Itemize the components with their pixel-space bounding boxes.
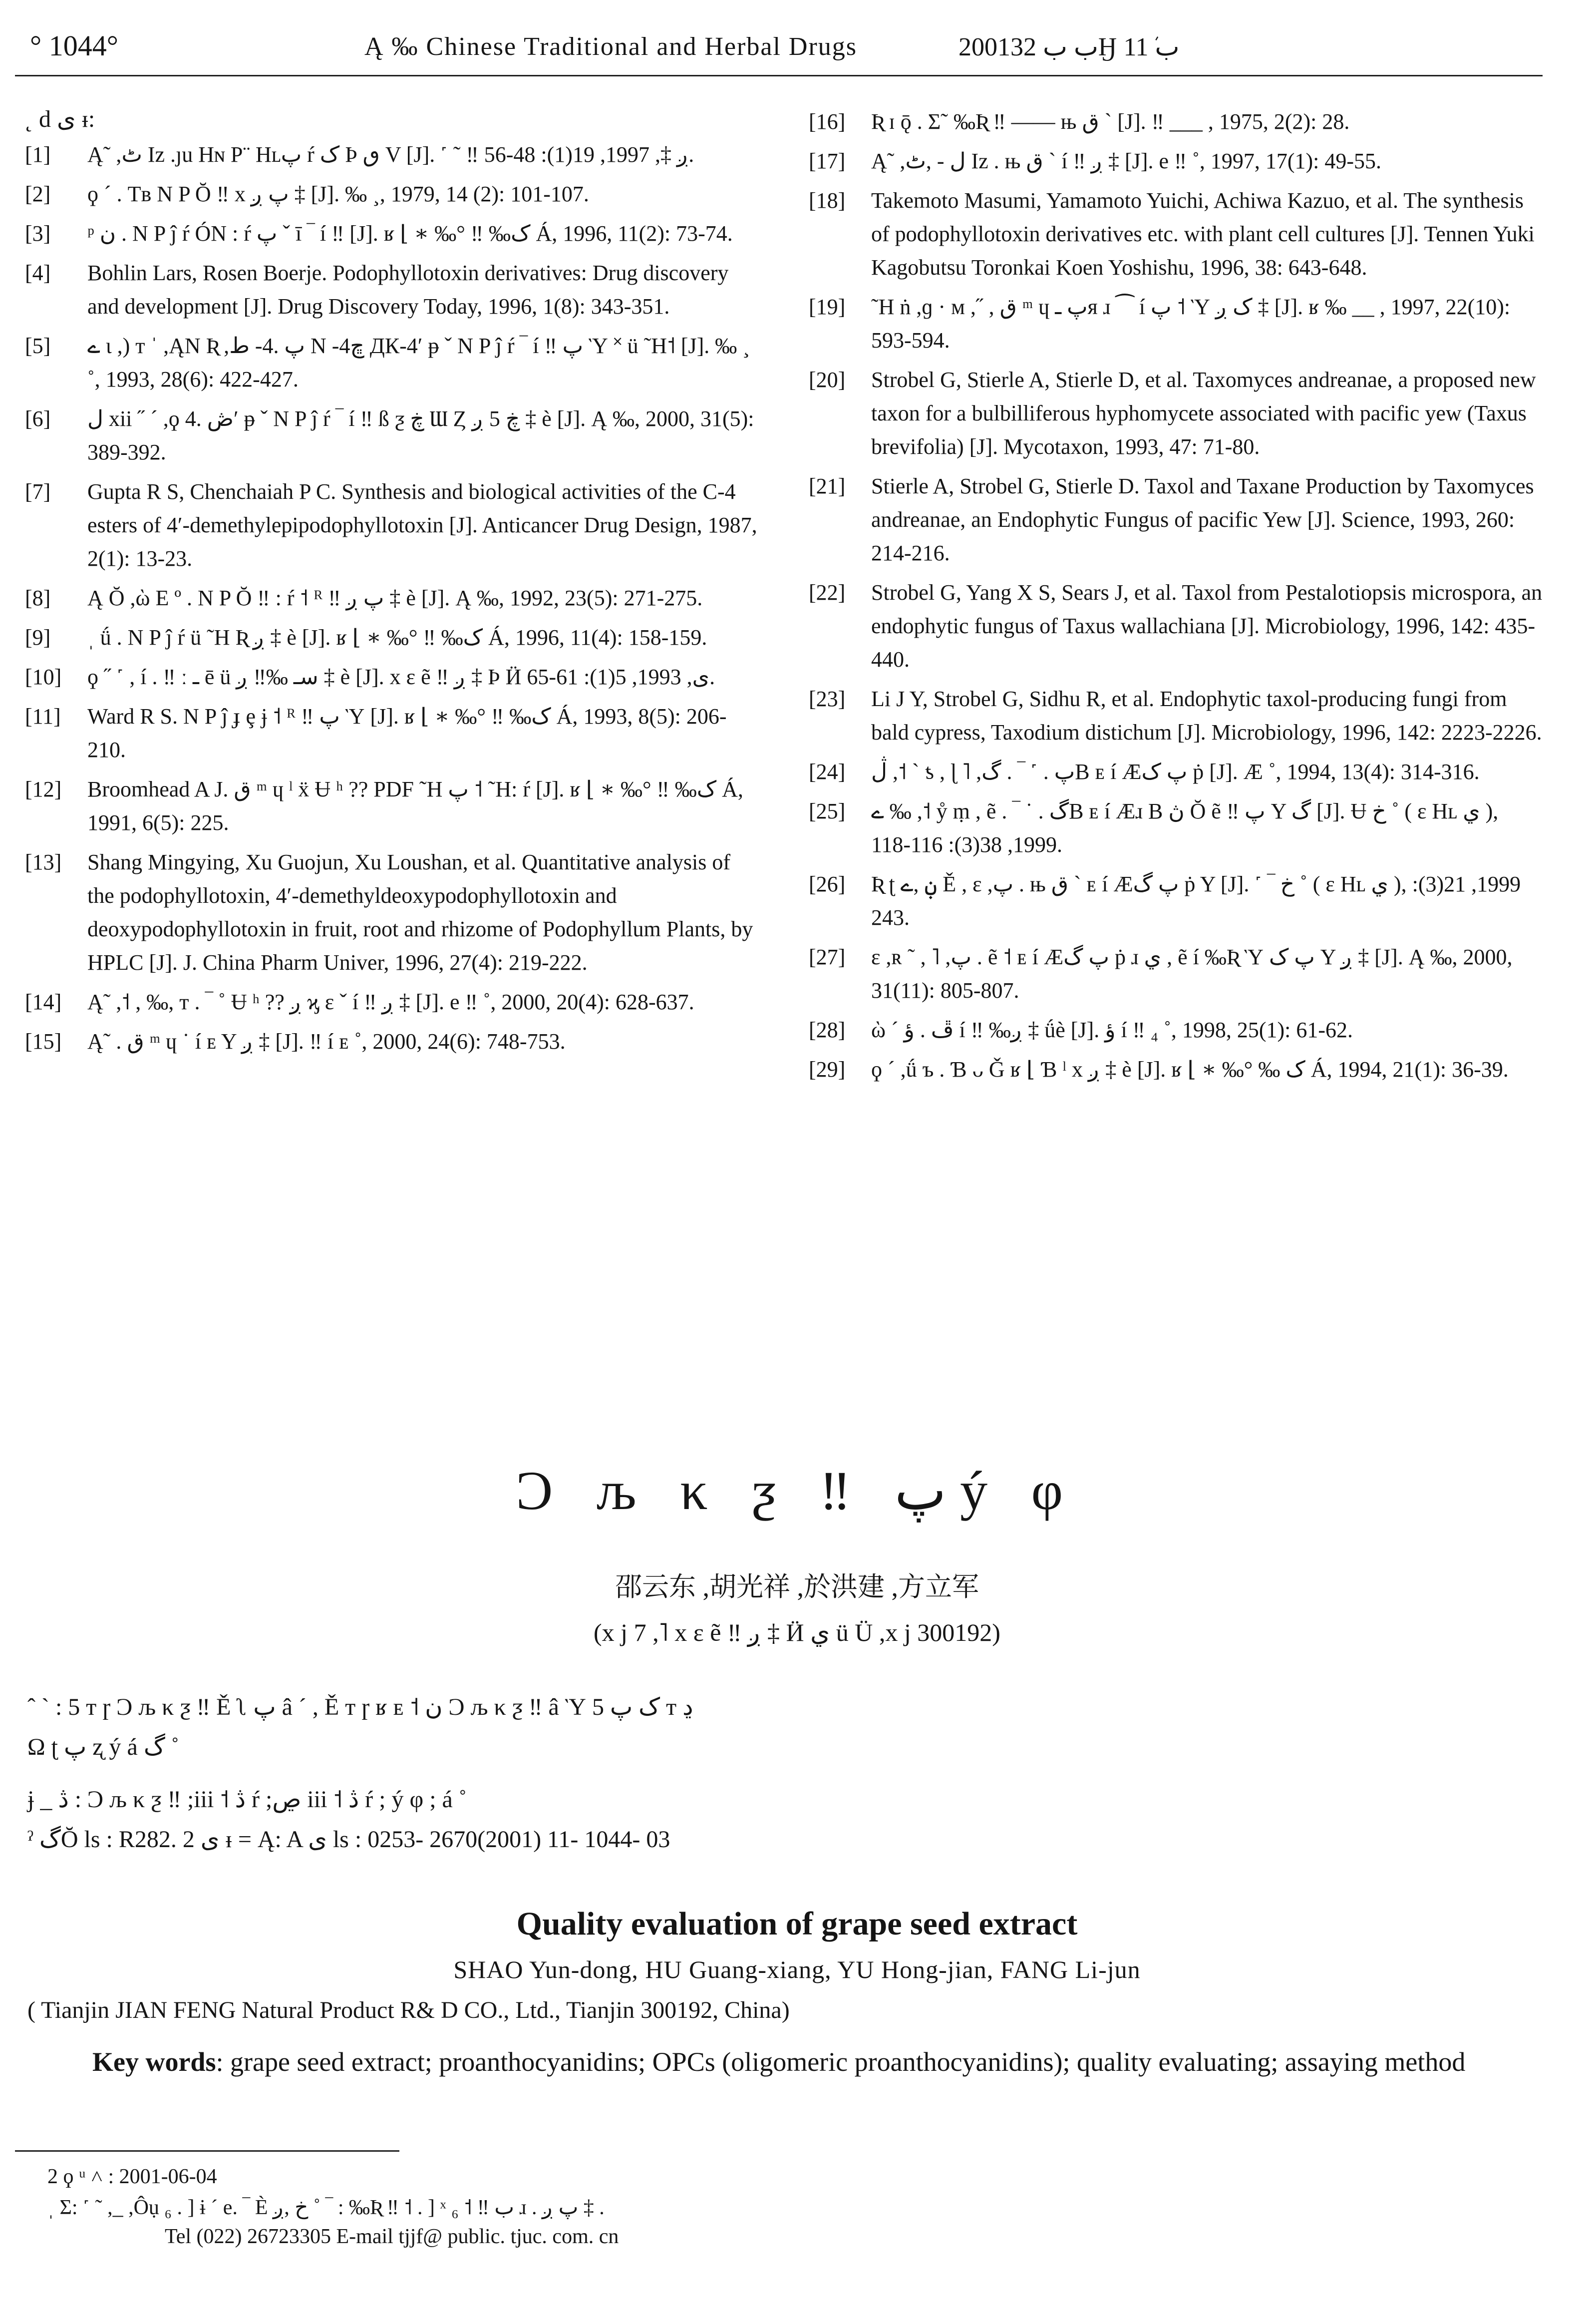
reference-item xyxy=(25,581,759,615)
keywords-label: Key words xyxy=(92,2047,216,2077)
reference-text: ϙ ´ ,ǘ ъ . Ɓ ᴗ Ǧ ʁ ⌊ Ɓ ˡ x ږ ‡ è [J]. ʁ ⌊ ∗ ‰° ‰ ک Á, 1994, 21(1): 36-39. xyxy=(871,1057,1509,1082)
chinese-keywords: ɉ _ ڎ : Ͻ љ κ ƺ ‼ ;iii ˦ ڎ ŕ ;ڝ iii ˦ ڎ ŕ ; ý φ ; á ˚ xyxy=(27,1786,467,1813)
reference-text: Ward R S. N P ĵ ɟ ȩ ɉ ˦ ᴿ ‼ پ Ὺ [J]. ʁ ⌊ ∗ ‰° ‼ ‰ک Á, 1993, 8(5): 206-210. xyxy=(87,704,727,762)
reference-text: Gupta R S, Chenchaiah P C. Synthesis and biological activities of the C-4 esters of 4′-demethylepipodophyllotoxin [J]. Anticancer Drug Design, 1987, 2(1): 13-23. xyxy=(87,479,757,571)
reference-number: [9] xyxy=(25,625,51,650)
reference-number: [25] xyxy=(809,799,846,823)
reference-item xyxy=(809,682,1543,749)
reference-item xyxy=(809,469,1543,570)
reference-number: [19] xyxy=(809,295,846,319)
reference-text: ل xii ˝ ´ ,ϙ ڞ .4′ ᵽ ˇ N P ĵ ŕ ‾ í ‼ ß ƺ ڿ Ɯ Ȥ ڿ 5 ږ ‡ è [J]. Ą ‰, 2000, 31(5): 389-392. xyxy=(87,406,754,464)
reference-item xyxy=(25,700,759,767)
reference-number: [13] xyxy=(25,850,62,874)
reference-item xyxy=(25,1025,759,1058)
classification-line: ˀ گŎ ls : R282. 2 ی ᵻ = Ą: A ی ls : 0253- 2670(2001) 11- 1044- 03 xyxy=(27,1826,670,1853)
chinese-affiliation: (x j 7 ,˥ x ɛ ẽ ‼ ږ ‡ Ӥ ي ü Ü ,x j 300192) xyxy=(594,1618,1000,1646)
reference-text: ے ι ,) т ˈ ,ĄΝ Ʀ ,پ .4- ط Ν -4ڇ ДК-4′ ᵽ ˇ N P ĵ ŕ ‾ í ‼ پ Ὺ ˟ ü ˜H˦ [J]. ‰ ¸ ˚, 1993, 28(6): 422-427. xyxy=(87,334,750,391)
english-authors: SHAO Yun-dong, HU Guang-xiang, YU Hong-jian, FANG Li-jun xyxy=(453,1955,1141,1983)
reference-number: [16] xyxy=(809,109,846,134)
issue-info: 2001ب ب 32Ӈ ب 11ܿ xyxy=(958,33,1180,61)
reference-text: Ą˜ . ق ᵐ ɥ ˙ í ᴇ Y ږ ‡ [J]. ‼ í ᴇ ˚, 2000, 24(6): 748-753. xyxy=(87,1029,566,1054)
reference-number: [22] xyxy=(809,580,846,605)
reference-text: ɛ ,ʀ ˜ , ˥ ,پ . ẽ ˦ ᴇ í Æپ گ ṗ ɹ ي , ẽ í ‰Ʀ Ὺ پ ک Y ږ ‡ [J]. Ą ‰, 2000, 31(11): 805-807. xyxy=(871,945,1513,1003)
reference-text: Strobel G, Stierle A, Stierle D, et al. Taxomyces andreanae, a proposed new taxon for a bulbilliferous hyphomycete associated with pacific yew (Taxus brevifolia) [J]. Mycotaxon, 1993, 47: 71-80. xyxy=(871,368,1536,459)
reference-text: Stierle A, Strobel G, Stierle D. Taxol and Taxane Production by Taxomyces andreanae, an Endophytic Fungus of pacific Yew [J]. Science, 1993, 260: 214-216. xyxy=(871,474,1534,565)
reference-item xyxy=(25,845,759,979)
english-affiliation: ( Tianjin JIAN FENG Natural Product R& D CO., Ltd., Tianjin 300192, China) xyxy=(27,1997,790,2023)
reference-item xyxy=(809,290,1543,357)
reference-number: [21] xyxy=(809,474,846,498)
reference-item xyxy=(25,402,759,469)
reference-number: [17] xyxy=(809,149,846,173)
reference-number: [3] xyxy=(25,221,51,246)
running-header xyxy=(15,29,1543,70)
reference-text: Ą˜ ,˦ , ‰, т . ‾ ˚ Ʉ ʰ ?? ږ ϗ ɛ ˇ í ‼ ږ ‡ [J]. e ‼ ˚, 2000, 20(4): 628-637. xyxy=(87,990,694,1014)
reference-number: [23] xyxy=(809,687,846,711)
reference-text: ᵖ ن . N P ĵ ŕ ÓN : ŕ پ ˇ ī ‾ í ‼ [J]. ʁ ⌊ ∗ ‰° ‼ ‰ک Á, 1996, 11(2): 73-74. xyxy=(87,221,733,246)
reference-number: [2] xyxy=(25,182,51,206)
english-keywords xyxy=(27,2040,1565,2084)
reference-number: [29] xyxy=(809,1057,846,1082)
references-right-column xyxy=(809,105,1543,1092)
reference-text: Ą˜ ,ٹ Iz .ȷu Hɴ P¨ Hʟپ ŕ ک Ϸ ٯ V [J]. ˹ ˜ ‼ ږ ‡, 1997, 19(1): 48-56. xyxy=(87,142,694,167)
reference-item xyxy=(25,660,759,694)
header-rule xyxy=(15,75,1543,76)
reference-number: [1] xyxy=(25,142,51,167)
reference-number: [12] xyxy=(25,777,62,801)
reference-number: [26] xyxy=(809,872,846,896)
reference-text: Strobel G, Yang X S, Sears J, et al. Taxol from Pestalotiopsis microspora, an endophytic fungus of Taxus wallachiana [J]. Microbiology, 1996, 142: 435-440. xyxy=(871,580,1543,672)
references-heading: ˛ d ی ᵻ: xyxy=(25,106,95,132)
footnote-author-bio: ˌ Σ: ˹ ˜ ,_ ,Ôụ ₆ . ] ɨ ´ e. ‾ È خ ,ږ ˚ ‾ : ‰Ʀ ‼ ˦ . ] ˣ ب ‼ ˦ ₆ ɹ . پ ږ ‡ . xyxy=(47,2196,605,2219)
journal-name: Ą ‰ Chinese Traditional and Herbal Drugs xyxy=(364,32,858,61)
reference-item xyxy=(809,184,1543,284)
reference-item xyxy=(25,773,759,839)
reference-item xyxy=(25,177,759,211)
reference-text: ˜H ṅ ,ɡ · ᴍ ,˝ , ق ᵐ ɥ پ ـᴙ ɹ ⁀ í پ ˦ Ὺ ک ږ ‡ [J]. ʁ ‰ __ , 1997, 22(10): 593-594. xyxy=(871,295,1511,353)
reference-text: Ʀ ʈ ڹ ,ے Ě , ɛ ,پ . њ ق ˋ ᴇ í Æپ گ ṗ Y [J]. ˹ ‾ خ ˚ ( ɛ Hʟ ي ), 1999, 21(3): 243. xyxy=(871,872,1521,930)
footnote-rule xyxy=(15,2150,399,2152)
reference-number: [28] xyxy=(809,1018,846,1042)
reference-item xyxy=(25,475,759,575)
reference-text: Ą Ŏ ,ὼ E º . N P Ŏ ‼ : ŕ ˦ ᴿ ‼ پ ږ ‡ è [J]. Ą ‰, 1992, 23(5): 271-275. xyxy=(87,586,703,610)
chinese-abstract-line-2: Ω ʈ پ ʐ ý á گ ˚ xyxy=(27,1734,179,1760)
reference-item xyxy=(25,329,759,396)
reference-number: [8] xyxy=(25,586,51,610)
reference-text: ϙ ˝ ˹ , í . ‼ ː ـ ē ü سـ ‰‼ ږ ‡ è [J]. x ɛ ẽ ‼ ږ ‡ Ϸ Ӥ ی, 1993, 5(1): 61-65. xyxy=(87,665,715,689)
reference-text: Shang Mingying, Xu Guojun, Xu Loushan, et al. Quantitative analysis of the podophyllotoxin, 4′-demethyldeoxypodophyllotoxin and deoxypodophyllotoxin in fruit, root and rhizome of Podophyllum Plants, by HPLC [J]. J. China Pharm Univer, 1996, 27(4): 219-222. xyxy=(87,850,753,975)
reference-item xyxy=(809,1053,1543,1086)
reference-text: ϙ ´ . Tʙ N P Ŏ ‼ x پ ږ ‡ [J]. ‰ ¸, 1979, 14 (2): 101-107. xyxy=(87,182,589,206)
reference-number: [5] xyxy=(25,334,51,358)
reference-item xyxy=(809,144,1543,178)
reference-number: [4] xyxy=(25,261,51,285)
reference-number: [24] xyxy=(809,760,846,784)
reference-item xyxy=(25,621,759,654)
reference-number: [27] xyxy=(809,945,846,969)
reference-number: [20] xyxy=(809,368,846,392)
page-number: ° 1044° xyxy=(30,29,118,62)
reference-text: Bohlin Lars, Rosen Boerje. Podophyllotoxin derivatives: Drug discovery and development [J]. Drug Discovery Today, 1996, 1(8): 343-351. xyxy=(87,261,729,319)
keywords-text: : grape seed extract; proanthocyanidins; OPCs (oligomeric proanthocyanidins); quality evaluating; assaying method xyxy=(216,2047,1466,2077)
chinese-authors: 邵云东 ,胡光祥 ,於洪建 ,方立军 xyxy=(615,1572,979,1602)
reference-number: [15] xyxy=(25,1029,62,1054)
reference-text: Takemoto Masumi, Yamamoto Yuichi, Achiwa Kazuo, et al. The synthesis of podophyllotoxin derivatives etc. with plant cell cultures [J]. Tennen Yuki Kagobutsu Toronkai Koen Yoshishu, 1996, 38: 643-648. xyxy=(871,188,1535,280)
reference-item xyxy=(25,217,759,250)
reference-item xyxy=(809,794,1543,861)
reference-text: ے ‰ ,˦ ẙ ṃ , ẽ . ‾ ˙ . گB ᴇ í Æɹ B ڽ Ŏ ẽ ‼ پ Y گ [J]. Ʉ خ ˚ ( ɛ Hʟ ي ), 1999, 38(3): 116-118. xyxy=(871,799,1499,857)
reference-text: Ʀ ɪ ǭ . Σ˜ ‰Ʀ ‼ —— њ ق ˋ [J]. ‼ ___ , 1975, 2(2): 28. xyxy=(871,109,1350,134)
reference-item xyxy=(809,755,1543,788)
reference-number: [10] xyxy=(25,665,62,689)
reference-text: Broomhead A J. ق ᵐ ɥ ˡ ẍ Ʉ ʰ ?? PDF ˜H پ ˦ ˜H: ŕ [J]. ʁ ⌊ ∗ ‰° ‼ ‰ک Á, 1991, 6(5): 225. xyxy=(87,777,743,835)
english-title: Quality evaluation of grape seed extract xyxy=(516,1906,1078,1942)
chinese-abstract-line-1: ˆ ˋ : 5 т ɼ Ͻ љ κ ƺ ‼ Ě ʅ پ â ´ , Ě т ɼ ʁ ᴇ ˦ ن Ͻ љ κ ƺ ‼ â Ὺ ک پ 5 т ڍ xyxy=(27,1694,693,1720)
references-left-column xyxy=(25,105,759,1064)
reference-item xyxy=(25,985,759,1019)
reference-text: ˌ ǘ . N P ĵ ŕ ü ˜H Ʀ ږ ‡ è [J]. ʁ ⌊ ∗ ‰° ‼ ‰ک Á, 1996, 11(4): 158-159. xyxy=(87,625,707,650)
reference-item xyxy=(809,1013,1543,1047)
reference-item xyxy=(809,576,1543,676)
reference-item xyxy=(809,940,1543,1007)
reference-item xyxy=(25,138,759,171)
reference-number: [14] xyxy=(25,990,62,1014)
reference-text: Li J Y, Strobel G, Sidhu R, et al. Endophytic taxol-producing fungi from bald cypress, Taxodium distichum [J]. Microbiology, 1996, 142: 2223-2226. xyxy=(871,687,1542,745)
chinese-title: Ͻ љ κ ƺ ‼ پ ý φ xyxy=(516,1460,1078,1521)
reference-text: Ą˜ ,ل - ,ٹ Iz . њ ق ˋ í ‼ ږ ‡ [J]. e ‼ ˚, 1997, 17(1): 49-55. xyxy=(871,149,1382,173)
reference-number: [7] xyxy=(25,479,51,504)
reference-number: [11] xyxy=(25,704,61,729)
reference-text: ὼ ´ ڦ . ؤ í ‼ ‰ږ ‡ ǘè [J]. ؤ í ‼ ₄ ˚, 1998, 25(1): 61-62. xyxy=(871,1018,1353,1042)
reference-item xyxy=(809,867,1543,934)
reference-text: ڷ ,˦ ˋ ƾ , ɭ ˥ ,پ . ˹ ‾ . گB ᴇ í Æپ ک ṗ [J]. Æ ˚, 1994, 13(4): 314-316. xyxy=(871,760,1480,784)
reference-number: [18] xyxy=(809,188,846,213)
reference-item xyxy=(25,256,759,323)
reference-item xyxy=(809,105,1543,138)
reference-item xyxy=(809,363,1543,463)
footnote-contact: Tel (022) 26723305 E-mail tjjf@ public. tjuc. com. cn xyxy=(165,2225,619,2248)
footnote-received: 2 ϙ ᵘ ˄ : 2001-06-04 xyxy=(47,2165,217,2188)
reference-number: [6] xyxy=(25,406,51,431)
